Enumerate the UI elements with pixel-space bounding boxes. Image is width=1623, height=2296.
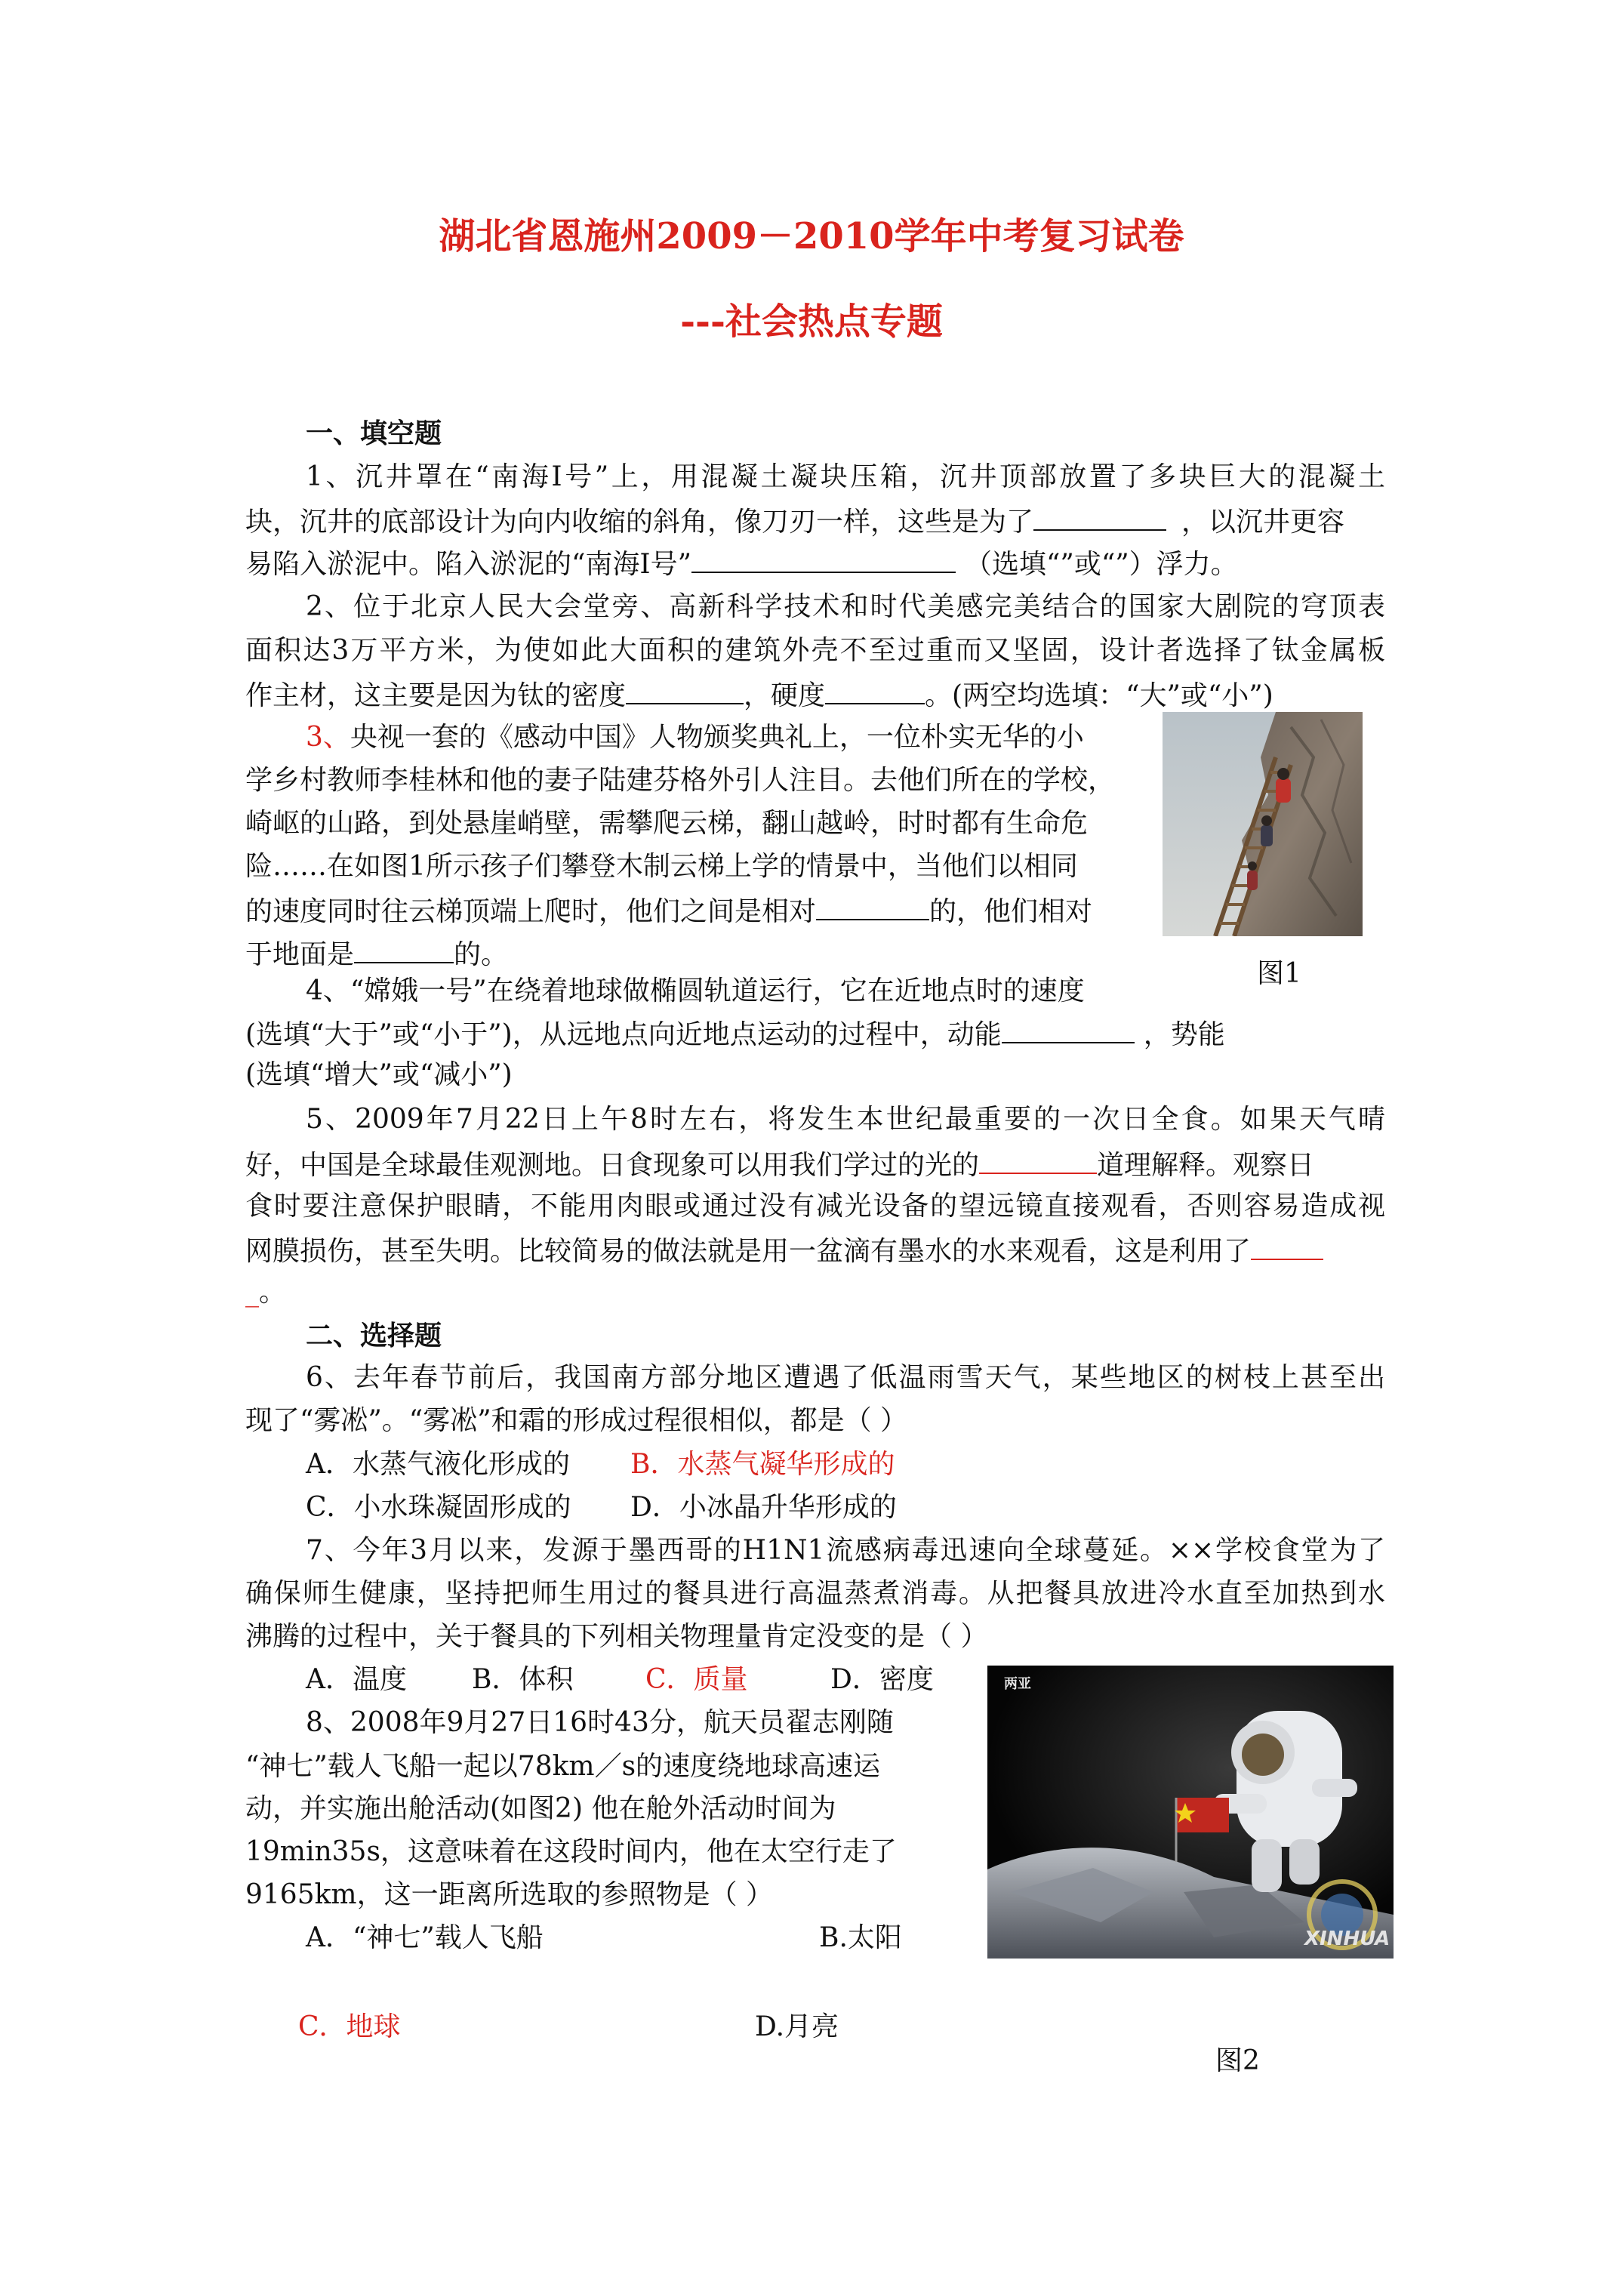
q8-line-2: “神七”载人飞船一起以78km／s的速度绕地球高速运 [245, 1751, 881, 1782]
q7-option-c: C．质量 [645, 1664, 748, 1695]
q1-line-3-tail: （选填“”或“”）浮力。 [965, 549, 1238, 580]
q2-line-2: 面积达3万平方米，为使如此大面积的建筑外壳不至过重而又坚固，设计者选择了钛金属板 [245, 635, 1385, 666]
q4-line-1: 4、“嫦娥一号”在绕着地球做椭圆轨道运行，它在近地点时的速度 [306, 975, 1085, 1006]
q2-line-3 [245, 677, 1273, 713]
q4-line-2 [245, 1016, 1225, 1052]
q1-line-3 [245, 546, 1238, 581]
q1-line-2 [245, 504, 1344, 539]
q3-line-5-text: 的速度同时往云梯顶端上爬时，他们之间是相对 [245, 896, 817, 927]
q3-blank-1[interactable] [816, 893, 929, 920]
q6-option-d: D．小冰晶升华形成的 [630, 1492, 897, 1523]
q5-line-2-text: 好，中国是全球最佳观测地。日食现象可以用我们学过的光的 [245, 1150, 980, 1181]
q8-option-d: D.月亮 [755, 2011, 839, 2042]
q5-line-1: 5、2009年7月22日上午8时左右，将发生本世纪最重要的一次日全食。如果天气晴 [306, 1104, 1385, 1135]
q8-line-3: 动，并实施出舱活动(如图2) 他在舱外活动时间为 [245, 1793, 836, 1824]
q5-underscore: _ [245, 1277, 259, 1308]
spacewalk-photo-illustration [987, 1666, 1394, 1959]
q5-blank-light[interactable] [979, 1147, 1097, 1174]
q7-line-2: 确保师生健康，坚持把师生用过的餐具进行高温蒸煮消毒。从把餐具放进冷水直至加热到水 [245, 1578, 1385, 1609]
q3-line-1 [306, 721, 1084, 754]
q1-line-2-text: 块，沉井的底部设计为向内收缩的斜角，像刀刃一样，这些是为了 [245, 507, 1034, 538]
q3-number: 3、 [306, 722, 350, 753]
q4-line-2-text: (选填“大于”或“小于”)，从远地点向近地点运动的过程中，动能 [245, 1019, 1002, 1050]
q8-line-5: 9165km，这一距离所选取的参照物是（ ） [245, 1879, 774, 1910]
q1-line-2-tail: ，以沉井更容 [1181, 507, 1345, 538]
q3-blank-2[interactable] [354, 936, 454, 963]
section-heading-choice: 二、选择题 [306, 1320, 442, 1351]
q5-line-2-tail: 道理解释。观察日 [1097, 1150, 1315, 1181]
q6-line-1: 6、去年春节前后，我国南方部分地区遭遇了低温雨雪天气，某些地区的树枝上甚至出 [306, 1362, 1385, 1393]
q4-line-2-tail: ，势能 [1143, 1019, 1225, 1050]
q7-line-1: 7、今年3月以来，发源于墨西哥的H1N1流感病毒迅速向全球蔓延。××学校食堂为了 [306, 1535, 1385, 1566]
section-heading-fill-blank: 一、填空题 [306, 418, 442, 449]
q4-line-3: (选填“增大”或“减小”) [245, 1059, 513, 1090]
q1-blank-2[interactable] [691, 546, 956, 573]
q7-line-3: 沸腾的过程中，关于餐具的下列相关物理量肯定没变的是（ ） [245, 1621, 988, 1652]
q5-line-4-text: 网膜损伤，甚至失明。比较简易的做法就是用一盆滴有墨水的水来观看，这是利用了 [245, 1236, 1252, 1267]
q2-blank-density[interactable] [626, 677, 744, 704]
q6-option-c: C．小水珠凝固形成的 [306, 1492, 571, 1523]
q5-line-4 [245, 1233, 1323, 1268]
figure-1-caption: 图1 [1257, 958, 1301, 989]
q8-option-c: C．地球 [298, 2011, 401, 2042]
page-title: 湖北省恩施州2009－2010学年中考复习试卷 [439, 215, 1184, 257]
q2-line-3-tail: 。(两空均选填：“大”或“小”) [925, 680, 1273, 711]
q5-line-5 [245, 1276, 286, 1309]
q8-option-b: B.太阳 [819, 1922, 902, 1953]
q2-line-1: 2、位于北京人民大会堂旁、高新科学技术和时代美感完美结合的国家大剧院的穹顶表 [306, 591, 1385, 622]
q5-line-3: 食时要注意保护眼睛，不能用肉眼或通过没有减光设备的望远镜直接观看，否则容易造成视 [245, 1191, 1385, 1222]
figure-1-ladder-photo [1163, 712, 1363, 936]
q7-option-d: D．密度 [830, 1664, 934, 1695]
q6-option-a: A．水蒸气液化形成的 [306, 1449, 570, 1480]
figure-2-caption: 图2 [1215, 2045, 1260, 2076]
q3-line-6-text: 于地面是 [245, 939, 355, 970]
page-subtitle: ---社会热点专题 [680, 300, 943, 343]
q3-line-3: 崎岖的山路，到处悬崖峭壁，需攀爬云梯，翻山越岭，时时都有生命危 [245, 808, 1089, 839]
q3-line-4: 险……在如图1所示孩子们攀登木制云梯上学的情景中，当他们以相同 [245, 851, 1078, 882]
q4-blank-kinetic[interactable] [1002, 1016, 1135, 1043]
q1-line-3-text: 易陷入淤泥中。陷入淤泥的“南海Ⅰ号” [245, 549, 692, 580]
q6-line-2: 现了“雾凇”。“雾凇”和霜的形成过程很相似，都是（ ） [245, 1405, 908, 1436]
q3-line-1-text: 央视一套的《感动中国》人物颁奖典礼上，一位朴实无华的小 [350, 722, 1084, 753]
q8-line-4: 19min35s，这意味着在这段时间内，他在太空行走了 [245, 1836, 897, 1867]
q2-line-3-mid: ，硬度 [744, 680, 826, 711]
q8-line-1: 8、2008年9月27日16时43分，航天员翟志刚随 [306, 1707, 894, 1738]
ladder-photo-illustration [1163, 712, 1363, 936]
figure-2-corner-tag: 两亚 [1004, 1676, 1031, 1692]
q5-line-2 [245, 1147, 1314, 1182]
figure-2-watermark: XINHUA [1304, 1928, 1390, 1950]
q5-blank-reflection[interactable] [1251, 1233, 1323, 1260]
q3-line-5-tail: 的，他们相对 [929, 896, 1093, 927]
q6-option-b: B．水蒸气凝华形成的 [630, 1449, 895, 1480]
q3-line-2: 学乡村教师李桂林和他的妻子陆建芬格外引人注目。去他们所在的学校， [245, 765, 1116, 796]
figure-2-spacewalk-photo [987, 1666, 1394, 1959]
q8-option-a: A．“神七”载人飞船 [306, 1922, 544, 1953]
q2-blank-hardness[interactable] [825, 677, 925, 704]
q2-line-3-text: 作主材，这主要是因为钛的密度 [245, 680, 627, 711]
q7-option-b: B．体积 [472, 1664, 574, 1695]
q3-line-5 [245, 893, 1092, 929]
q3-line-6-tail: 的。 [454, 939, 509, 970]
q1-line-1: 1、沉井罩在“南海Ⅰ号”上，用混凝土凝块压箱，沉井顶部放置了多块巨大的混凝土 [306, 461, 1385, 492]
q1-blank-1[interactable] [1033, 504, 1166, 531]
q5-period: 。 [259, 1277, 287, 1308]
q7-option-a: A．温度 [306, 1664, 407, 1695]
q3-line-6 [245, 936, 508, 972]
